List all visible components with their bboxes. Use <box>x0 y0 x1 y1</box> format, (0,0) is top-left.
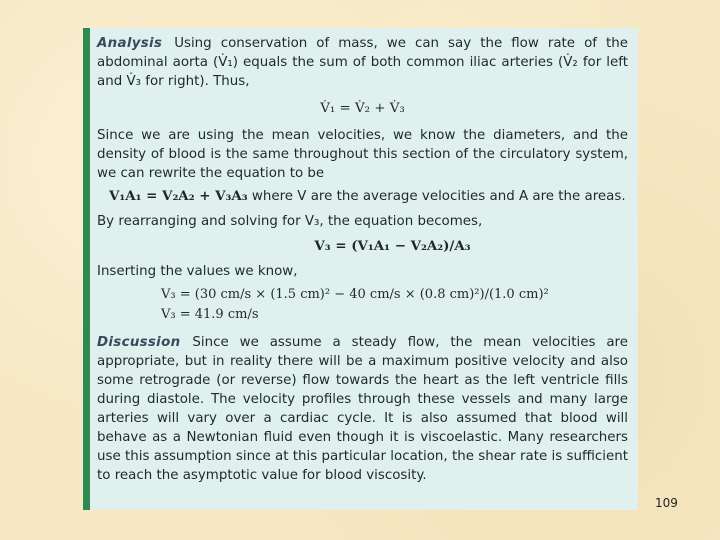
calculation-result: V₃ = 41.9 cm/s <box>161 307 259 322</box>
discussion-text: Since we assume a steady flow, the mean velocities are appropriate, but in reality there will be a maximum positive velocity and also some retrograde (or reverse) flow towards the heart as the left ventricle fills during diastole. The velocity profiles through these vessels and many large arteries will vary over a cardiac cycle. It is also assumed that blood will behave as a Newtonian fluid even though it is viscoelastic. Many researchers use this assumption since at this particular location, the shear rate is sufficient to reach the asymptotic value for blood viscosity. <box>97 335 628 483</box>
discussion-heading: Discussion <box>97 335 181 350</box>
velocity-area-explanation: where V are the average velocities and A are the areas. <box>251 189 626 204</box>
analysis-text: Using conservation of mass, we can say the flow rate of the abdominal aorta (V̇₁) equals the sum of both common iliac arteries (V̇₂ for left and V̇₃ for right). Thus, <box>97 36 628 89</box>
insert-values-paragraph: Inserting the values we know, <box>97 264 298 279</box>
calculation-block <box>161 285 628 325</box>
content-panel <box>83 28 638 510</box>
calculation-line: V₃ = (30 cm/s × (1.5 cm)² − 40 cm/s × (0.8 cm)²)/(1.0 cm)² <box>161 287 549 302</box>
analysis-heading: Analysis <box>97 36 163 51</box>
velocity-area-equation-line <box>109 187 628 206</box>
page-number: 109 <box>655 496 678 510</box>
analysis-paragraph <box>97 34 628 91</box>
rearrange-paragraph: By rearranging and solving for V₃, the equation becomes, <box>97 214 483 229</box>
flow-rate-equation: V̇₁ = V̇₂ + V̇₃ <box>320 101 405 116</box>
discussion-paragraph <box>97 333 628 485</box>
velocity-area-equation: V₁A₁ = V₂A₂ + V₃A₃ <box>109 188 248 204</box>
solved-equation: V₃ = (V₁A₁ − V₂A₂)/A₃ <box>314 238 471 254</box>
rewrite-paragraph: Since we are using the mean velocities, we know the diameters, and the density of blood is the same throughout this section of the circulatory system, we can rewrite the equation to be <box>97 128 628 181</box>
